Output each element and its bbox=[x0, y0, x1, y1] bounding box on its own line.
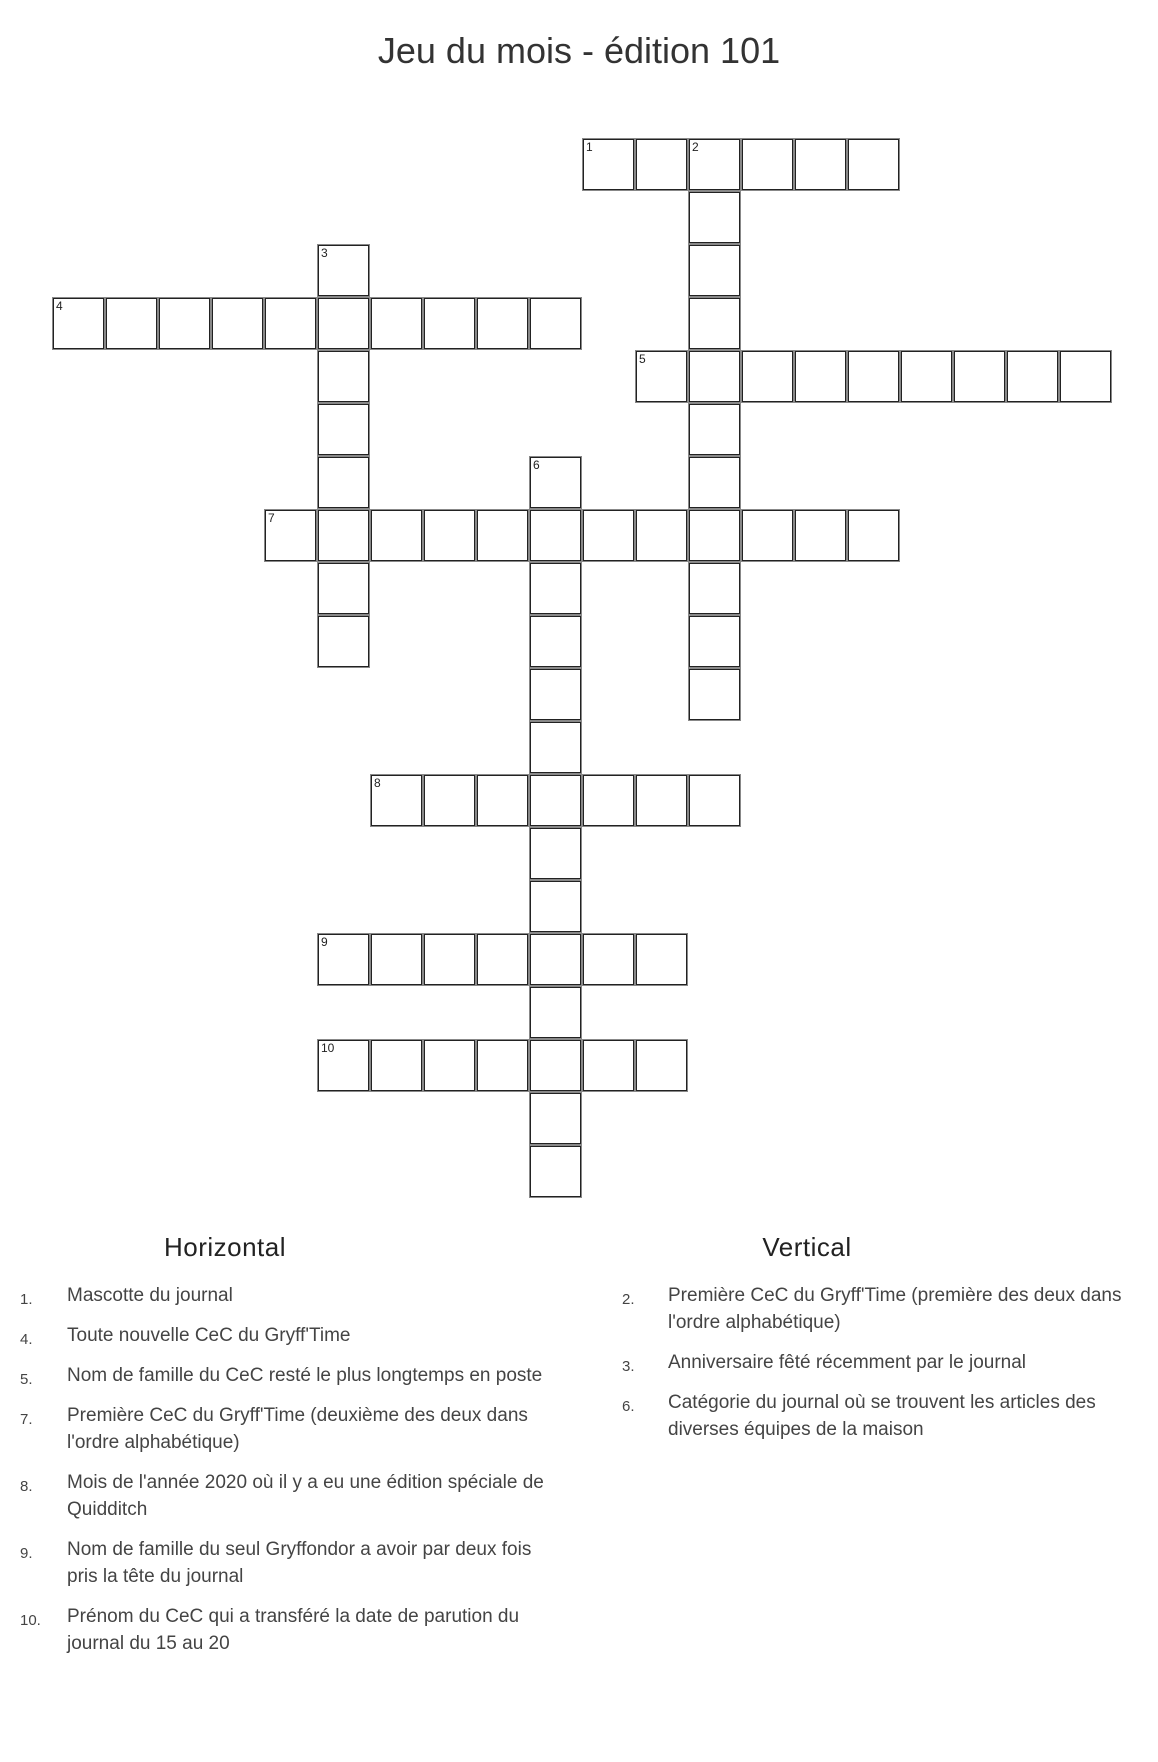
crossword-cell[interactable] bbox=[371, 298, 422, 349]
crossword-cell[interactable] bbox=[265, 298, 316, 349]
crossword-cell[interactable] bbox=[689, 775, 740, 826]
crossword-cell[interactable] bbox=[530, 457, 581, 508]
clue-number: 2. bbox=[622, 1291, 635, 1308]
cell-number: 5 bbox=[639, 352, 646, 366]
crossword-cell[interactable] bbox=[901, 351, 952, 402]
clue-number: 1. bbox=[20, 1291, 33, 1308]
crossword-cell[interactable] bbox=[583, 775, 634, 826]
clue-text: Anniversaire fêté récemment par le journal bbox=[668, 1352, 1027, 1373]
clue-number: 9. bbox=[20, 1545, 33, 1562]
crossword-cell[interactable] bbox=[424, 1040, 475, 1091]
clue-text: Nom de famille du CeC resté le plus longtemps en poste bbox=[67, 1365, 543, 1386]
clue-item bbox=[622, 1349, 1142, 1376]
crossword-cell[interactable] bbox=[742, 351, 793, 402]
vertical-clue-list bbox=[622, 1282, 1142, 1456]
crossword-cell[interactable] bbox=[530, 616, 581, 667]
crossword-cell[interactable] bbox=[477, 1040, 528, 1091]
crossword-cell[interactable] bbox=[583, 934, 634, 985]
crossword-cell[interactable] bbox=[689, 139, 740, 190]
clue-number: 4. bbox=[20, 1331, 33, 1348]
crossword-cell[interactable] bbox=[742, 510, 793, 561]
crossword-cell[interactable] bbox=[795, 139, 846, 190]
cell-number: 3 bbox=[321, 246, 328, 260]
crossword-cell[interactable] bbox=[477, 775, 528, 826]
crossword-cell[interactable] bbox=[318, 616, 369, 667]
crossword-cell[interactable] bbox=[530, 722, 581, 773]
crossword-cell[interactable] bbox=[530, 669, 581, 720]
crossword-cell[interactable] bbox=[530, 298, 581, 349]
crossword-cell[interactable] bbox=[371, 1040, 422, 1091]
crossword-cell[interactable] bbox=[212, 298, 263, 349]
crossword-cell[interactable] bbox=[1007, 351, 1058, 402]
page-title: Jeu du mois - édition 101 bbox=[377, 30, 781, 71]
crossword-cell[interactable] bbox=[318, 404, 369, 455]
clue-text: Catégorie du journal où se trouvent les articles des diverses équipes de la maison bbox=[668, 1392, 1096, 1440]
crossword-cell[interactable] bbox=[689, 510, 740, 561]
crossword-cell[interactable] bbox=[371, 934, 422, 985]
crossword-cell[interactable] bbox=[636, 351, 687, 402]
clue-number: 10. bbox=[20, 1612, 41, 1629]
crossword-cell[interactable] bbox=[689, 616, 740, 667]
crossword-cell[interactable] bbox=[848, 510, 899, 561]
cell-number: 2 bbox=[692, 140, 699, 154]
crossword-cell[interactable] bbox=[318, 563, 369, 614]
crossword-cell[interactable] bbox=[318, 351, 369, 402]
crossword-cell[interactable] bbox=[742, 139, 793, 190]
clue-text: Nom de famille du seul Gryffondor a avoir par deux fois pris la tête du journal bbox=[67, 1539, 532, 1587]
crossword-cell[interactable] bbox=[795, 351, 846, 402]
crossword-cell[interactable] bbox=[530, 934, 581, 985]
clue-number: 3. bbox=[622, 1358, 635, 1375]
crossword-cell[interactable] bbox=[318, 298, 369, 349]
crossword-cell[interactable] bbox=[954, 351, 1005, 402]
cell-number: 6 bbox=[533, 458, 540, 472]
cell-number: 7 bbox=[268, 511, 275, 525]
clue-item bbox=[20, 1402, 550, 1456]
crossword-cell[interactable] bbox=[159, 298, 210, 349]
horizontal-clue-list bbox=[20, 1282, 550, 1670]
clue-number: 8. bbox=[20, 1478, 33, 1495]
crossword-cell[interactable] bbox=[530, 881, 581, 932]
crossword-cell[interactable] bbox=[689, 669, 740, 720]
cell-number: 1 bbox=[586, 140, 593, 154]
crossword-cell[interactable] bbox=[424, 775, 475, 826]
clue-item bbox=[20, 1536, 550, 1590]
clue-number: 7. bbox=[20, 1411, 33, 1428]
crossword-cell[interactable] bbox=[636, 1040, 687, 1091]
crossword-cell[interactable] bbox=[848, 351, 899, 402]
cell-number: 10 bbox=[321, 1041, 335, 1055]
crossword-cell[interactable] bbox=[583, 139, 634, 190]
clue-text: Mascotte du journal bbox=[67, 1285, 233, 1306]
crossword-cell[interactable] bbox=[689, 245, 740, 296]
crossword-cell[interactable] bbox=[318, 510, 369, 561]
clue-item bbox=[20, 1362, 550, 1389]
crossword-cell[interactable] bbox=[583, 1040, 634, 1091]
clue-item bbox=[622, 1282, 1142, 1336]
cell-number: 4 bbox=[56, 299, 63, 313]
crossword-cell[interactable] bbox=[689, 192, 740, 243]
crossword-cell[interactable] bbox=[636, 139, 687, 190]
crossword-cell[interactable] bbox=[371, 775, 422, 826]
clue-item bbox=[20, 1603, 550, 1657]
crossword-cell[interactable] bbox=[795, 510, 846, 561]
clue-item bbox=[20, 1322, 550, 1349]
crossword-cell[interactable] bbox=[318, 1040, 369, 1091]
crossword-cell[interactable] bbox=[477, 510, 528, 561]
clue-text: Première CeC du Gryff'Time (deuxième des deux dans l'ordre alphabétique) bbox=[67, 1405, 528, 1453]
crossword-cell[interactable] bbox=[689, 351, 740, 402]
crossword-cell[interactable] bbox=[689, 404, 740, 455]
crossword-cell[interactable] bbox=[636, 934, 687, 985]
crossword-cell[interactable] bbox=[530, 828, 581, 879]
clue-text: Mois de l'année 2020 où il y a eu une édition spéciale de Quidditch bbox=[67, 1472, 544, 1520]
clue-number: 6. bbox=[622, 1398, 635, 1415]
crossword-cell[interactable] bbox=[265, 510, 316, 561]
cell-number: 8 bbox=[374, 776, 381, 790]
crossword-cell[interactable] bbox=[318, 457, 369, 508]
crossword-cell[interactable] bbox=[530, 563, 581, 614]
crossword-cell[interactable] bbox=[477, 298, 528, 349]
crossword-cell[interactable] bbox=[530, 1146, 581, 1197]
crossword-cell[interactable] bbox=[424, 510, 475, 561]
clue-text: Première CeC du Gryff'Time (première des deux dans l'ordre alphabétique) bbox=[668, 1285, 1122, 1333]
crossword-cell[interactable] bbox=[583, 510, 634, 561]
crossword-cell[interactable] bbox=[636, 510, 687, 561]
crossword-cell[interactable] bbox=[689, 563, 740, 614]
crossword-cell[interactable] bbox=[530, 775, 581, 826]
crossword-cell[interactable] bbox=[689, 457, 740, 508]
clue-item bbox=[622, 1389, 1142, 1443]
cell-number: 9 bbox=[321, 935, 328, 949]
clue-number: 5. bbox=[20, 1371, 33, 1388]
crossword-cell[interactable] bbox=[530, 1040, 581, 1091]
crossword-cell[interactable] bbox=[106, 298, 157, 349]
clue-text: Toute nouvelle CeC du Gryff'Time bbox=[67, 1325, 351, 1346]
clue-item bbox=[20, 1282, 550, 1309]
crossword-cell[interactable] bbox=[530, 1093, 581, 1144]
crossword-cell[interactable] bbox=[318, 934, 369, 985]
crossword-cell[interactable] bbox=[636, 775, 687, 826]
clue-text: Prénom du CeC qui a transféré la date de parution du journal du 15 au 20 bbox=[67, 1606, 520, 1654]
crossword-cell[interactable] bbox=[848, 139, 899, 190]
vertical-heading: Vertical bbox=[762, 1232, 852, 1262]
crossword-cell[interactable] bbox=[689, 298, 740, 349]
crossword-cell[interactable] bbox=[318, 245, 369, 296]
crossword-cell[interactable] bbox=[53, 298, 104, 349]
horizontal-heading: Horizontal bbox=[163, 1232, 287, 1262]
crossword-cell[interactable] bbox=[530, 987, 581, 1038]
clue-item bbox=[20, 1469, 550, 1523]
crossword-cell[interactable] bbox=[530, 510, 581, 561]
crossword-cell[interactable] bbox=[1060, 351, 1111, 402]
crossword-cell[interactable] bbox=[424, 298, 475, 349]
crossword-cell[interactable] bbox=[477, 934, 528, 985]
crossword-cell[interactable] bbox=[371, 510, 422, 561]
crossword-cell[interactable] bbox=[424, 934, 475, 985]
